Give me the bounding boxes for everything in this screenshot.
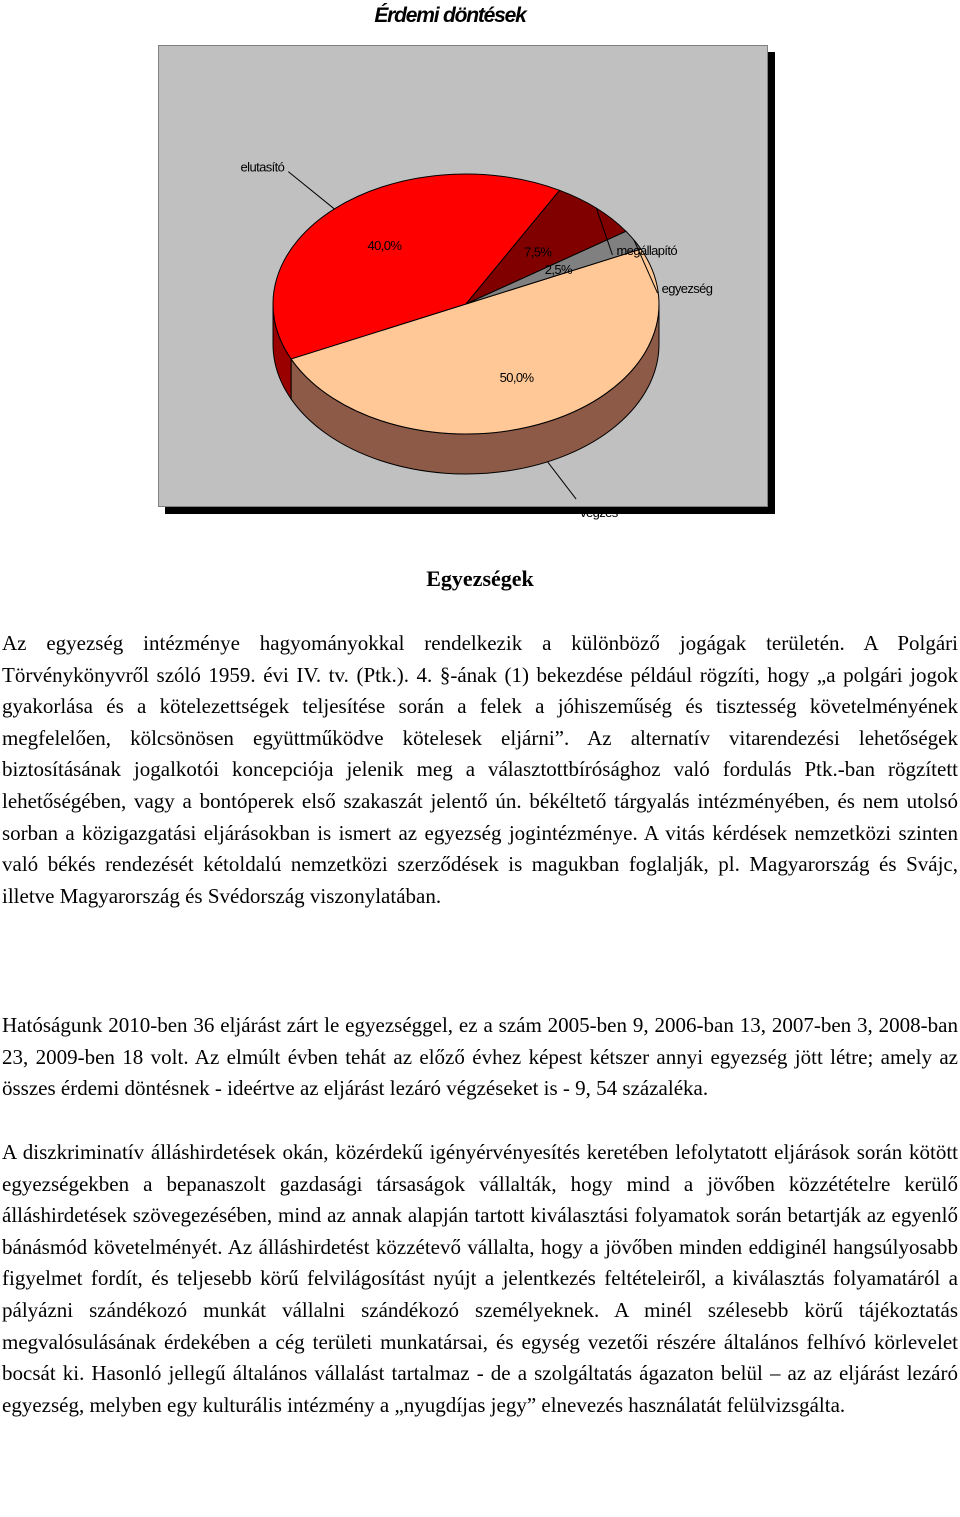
paragraph-egyezseg-intezmenye: Az egyezség intézménye hagyományokkal rendelkezik a különböző jogágak területén. A Polgári Törvénykönyvről szóló 1959. évi IV. tv. (Ptk.). 4. §-ának (1) bekezdése például rögzíti, hogy „a polgári jogok gyakorlása és a kötelezettségek teljesítése során a felek a jóhiszeműség és tisztesség követelményének megfelelően, kölcsönösen együttműködve kötelesek eljárni”. Az alternatív vitarendezési lehetőségek biztosításának jogalkotói koncepciója jelenik meg a választottbírósághoz való fordulás Ptk.-ban rögzített lehetőségében, vagy a bontóperek első szakaszát jelentő ún. békéltető tárgyalás intézményében, és nem utolsó sorban a közigazgatási eljárásokban is ismert az egyezség jogintézménye. A vitás kérdések nemzetközi szinten való békés rendezését kétoldalú nemzetközi szerződések is magukban foglalják, pl. Magyarország és Svájc, illetve Magyarország és Svédország viszonylatában. [2, 631, 958, 908]
chart-title: Érdemi döntések [374, 4, 526, 27]
pie-chart [158, 45, 768, 521]
pie-category-label: megállapító [616, 242, 678, 258]
pie-category-label: elutasító [240, 159, 285, 175]
pie-value-label: 2,5% [544, 261, 573, 277]
pie-category-label: végzés [580, 505, 618, 521]
pie-leader-line [548, 462, 577, 499]
pie-leader-line [288, 172, 334, 209]
pie-value-label: 7,5% [524, 244, 552, 260]
paragraph-allashirdetesek: A diszkriminatív álláshirdetések okán, közérdekű igényérvényesítés keretében lefolytatott eljárások során kötött egyezségekben a bepanaszolt gazdasági társaságok vállalták, hogy mind a jövőben közzétételre kerülő álláshirdetések szövegezésében, mind az annak alapján tartott kiválasztási folyamatok során betartják az egyenlő bánásmód követelményét. Az álláshirdetést közzétevő vállalta, hogy a jövőben minden eddiginél hangsúlyosabb figyelmet fordít, és teljesebb körű felvilágosítást nyújt a jelentkezés feltételeiről, a kiválasztás folyamatáról a pályázni szándékozó munkát vállalni szándékozó személyeknek. A minél szélesebb körű tájékoztatás megvalósulásának érdekében a cég területi munkatársai, és egység vezetői részére általános felhívó körlevelet bocsát ki. Hasonló jellegű általános vállalást tartalmaz - de a szolgáltatás ágazaton belül – az az eljárást lezáró egyezség, melyben egy kulturális intézmény a „nyugdíjas jegy” elnevezés használatát felülvizsgálta. [2, 1140, 958, 1417]
pie-value-label: 40,0% [367, 238, 402, 254]
section-heading: Egyezségek [426, 566, 534, 591]
paragraph-statisztika: Hatóságunk 2010-ben 36 eljárást zárt le egyezséggel, ez a szám 2005-ben 9, 2006-ban 13, 2007-ben 3, 2008-ban 23, 2009-ben 18 volt. Az elmúlt évben tehát az előző évhez képest kétszer annyi egyezség jött létre; amely az összes érdemi döntésnek - ideértve az eljárást lezáró végzéseket is - 9, 54 százaléka. [2, 1013, 958, 1101]
pie-chart-canvas [159, 46, 767, 521]
pie-value-label: 50,0% [499, 370, 534, 386]
pie-category-label: egyezség [661, 281, 713, 297]
